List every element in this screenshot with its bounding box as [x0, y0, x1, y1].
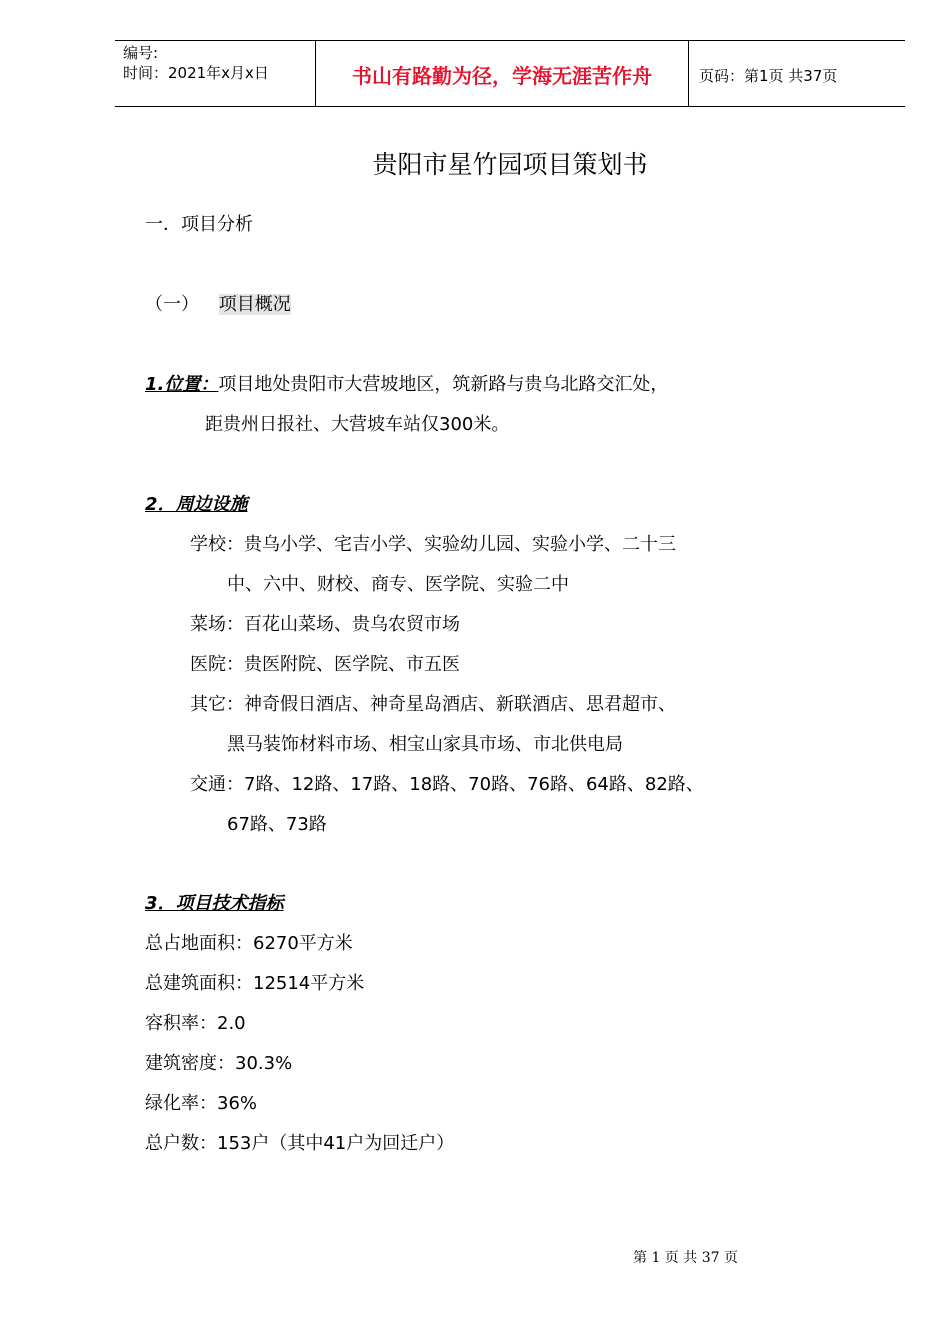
- plot-ratio-line: 容积率：2.0: [145, 1013, 246, 1034]
- others-line-2: 黑马装饰材料市场、相宝山家具市场、市北供电局: [227, 734, 623, 755]
- location-text: 项目地处贵阳市大营坡地区，筑新路与贵乌北路交汇处，: [218, 374, 669, 395]
- document-title: 贵阳市星竹园项目策划书: [372, 150, 648, 179]
- page-footer: 第 1 页 共 37 页: [633, 1250, 738, 1266]
- subsection-label: 项目概况: [218, 294, 291, 315]
- location-heading: 1.位置：: [145, 374, 219, 395]
- header-motto: 书山有路勤为径，学海无涯苦作舟: [315, 41, 689, 107]
- green-rate-line: 绿化率：36%: [145, 1093, 258, 1114]
- location-text-2: 距贵州日报社、大营坡车站仅300米。: [205, 414, 510, 435]
- subsection-prefix: （一）: [145, 294, 199, 315]
- indicators-heading: 3．项目技术指标: [145, 893, 284, 914]
- traffic-line-1: 交通：7路、12路、17路、18路、70路、76路、64路、82路、: [190, 774, 704, 795]
- others-line-1: 其它：神奇假日酒店、神奇星岛酒店、新联酒店、思君超市、: [190, 694, 676, 715]
- land-area-line: 总占地面积：6270平方米: [145, 933, 353, 954]
- page-header: [115, 40, 905, 107]
- header-meta: [123, 43, 269, 83]
- density-line: 建筑密度：30.3%: [145, 1053, 293, 1074]
- schools-line-2: 中、六中、财校、商专、医学院、实验二中: [227, 574, 569, 595]
- building-area-line: 总建筑面积：12514平方米: [145, 973, 365, 994]
- time-label: 时间：2021年x月x日: [123, 64, 269, 82]
- traffic-line-2: 67路、73路: [227, 814, 327, 835]
- hospitals-line: 医院：贵医附院、医学院、市五医: [190, 654, 460, 675]
- markets-line: 菜场：百花山菜场、贵乌农贸市场: [190, 614, 460, 635]
- header-page-info: 页码：第1页 共37页: [699, 67, 838, 85]
- section-heading: 一．项目分析: [145, 214, 253, 235]
- number-label: 编号:: [123, 44, 159, 62]
- facilities-heading: 2．周边设施: [145, 494, 248, 515]
- location-line: [145, 370, 668, 396]
- households-line: 总户数：153户（其中41户为回迁户）: [145, 1133, 455, 1154]
- subsection-heading: [145, 290, 291, 316]
- schools-line-1: 学校：贵乌小学、宅吉小学、实验幼儿园、实验小学、二十三: [190, 534, 676, 555]
